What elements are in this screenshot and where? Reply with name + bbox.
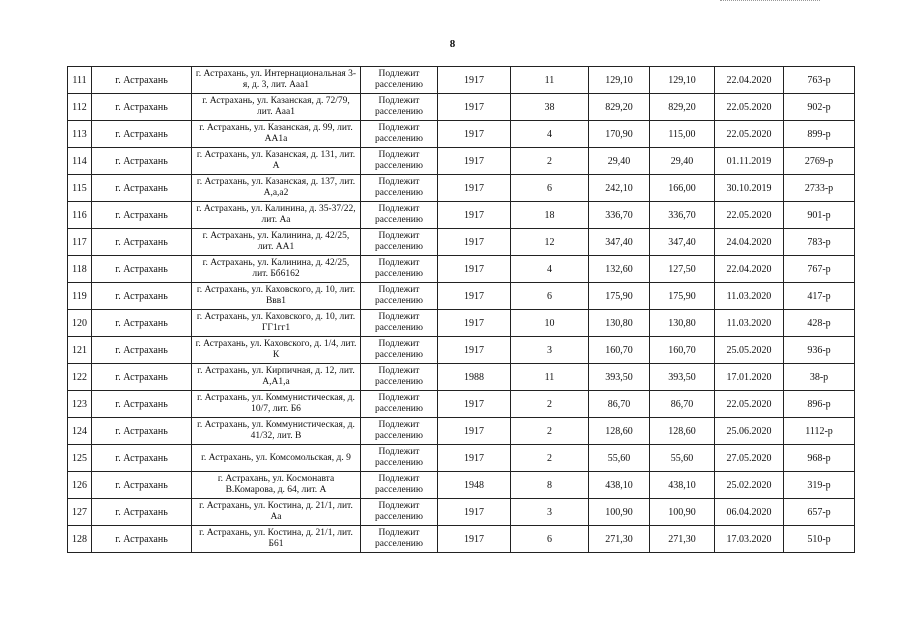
year-cell: 1917 [438,337,511,364]
table-row [68,445,855,472]
status-cell: Подлежит расселению [361,256,438,283]
year-cell: 1917 [438,202,511,229]
document-number-cell: 1112-р [784,418,855,445]
decision-date-cell: 22.05.2020 [715,391,784,418]
address-cell: г. Астрахань, ул. Интернациональная 3-я, д. 3, лит. Ааа1 [192,67,361,94]
living-area-cell: 86,70 [650,391,715,418]
address-cell: г. Астрахань, ул. Казанская, д. 72/79, лит. Ааа1 [192,94,361,121]
status-cell: Подлежит расселению [361,94,438,121]
document-number-cell: 968-р [784,445,855,472]
row-number-cell: 116 [68,202,92,229]
year-cell: 1917 [438,283,511,310]
table-row [68,310,855,337]
table-row [68,283,855,310]
total-area-cell: 271,30 [589,526,650,553]
living-area-cell: 175,90 [650,283,715,310]
year-cell: 1917 [438,391,511,418]
table-row [68,337,855,364]
status-cell: Подлежит расселению [361,67,438,94]
table-row [68,202,855,229]
residents-count-cell: 11 [511,364,589,391]
city-cell: г. Астрахань [92,94,192,121]
city-cell: г. Астрахань [92,175,192,202]
document-number-cell: 2733-р [784,175,855,202]
table-row [68,526,855,553]
residents-count-cell: 11 [511,67,589,94]
residents-count-cell: 38 [511,94,589,121]
living-area-cell: 130,80 [650,310,715,337]
address-cell: г. Астрахань, ул. Каховского, д. 10, лит. ГГ1гг1 [192,310,361,337]
city-cell: г. Астрахань [92,418,192,445]
residents-count-cell: 2 [511,418,589,445]
document-number-cell: 428-р [784,310,855,337]
document-number-cell: 902-р [784,94,855,121]
row-number-cell: 124 [68,418,92,445]
document-number-cell: 510-р [784,526,855,553]
total-area-cell: 242,10 [589,175,650,202]
document-number-cell: 899-р [784,121,855,148]
page-number: 8 [449,38,456,50]
living-area-cell: 29,40 [650,148,715,175]
table-row [68,418,855,445]
total-area-cell: 86,70 [589,391,650,418]
table-row [68,175,855,202]
living-area-cell: 829,20 [650,94,715,121]
year-cell: 1948 [438,472,511,499]
document-number-cell: 783-р [784,229,855,256]
city-cell: г. Астрахань [92,445,192,472]
address-cell: г. Астрахань, ул. Космонавта В.Комарова, д. 64, лит. А [192,472,361,499]
total-area-cell: 55,60 [589,445,650,472]
status-cell: Подлежит расселению [361,445,438,472]
residents-count-cell: 2 [511,445,589,472]
status-cell: Подлежит расселению [361,283,438,310]
status-cell: Подлежит расселению [361,121,438,148]
row-number-cell: 119 [68,283,92,310]
table-row [68,94,855,121]
address-cell: г. Астрахань, ул. Калинина, д. 42/25, лит. Бб6162 [192,256,361,283]
year-cell: 1917 [438,148,511,175]
living-area-cell: 127,50 [650,256,715,283]
address-cell: г. Астрахань, ул. Костина, д. 21/1, лит. Б61 [192,526,361,553]
year-cell: 1917 [438,175,511,202]
status-cell: Подлежит расселению [361,472,438,499]
row-number-cell: 117 [68,229,92,256]
row-number-cell: 121 [68,337,92,364]
city-cell: г. Астрахань [92,202,192,229]
address-cell: г. Астрахань, ул. Казанская, д. 137, лит. А,а,а2 [192,175,361,202]
city-cell: г. Астрахань [92,472,192,499]
decision-date-cell: 22.04.2020 [715,256,784,283]
decision-date-cell: 22.05.2020 [715,202,784,229]
total-area-cell: 132,60 [589,256,650,283]
address-cell: г. Астрахань, ул. Казанская, д. 131, лит. А [192,148,361,175]
status-cell: Подлежит расселению [361,229,438,256]
decision-date-cell: 17.01.2020 [715,364,784,391]
status-cell: Подлежит расселению [361,202,438,229]
year-cell: 1917 [438,121,511,148]
year-cell: 1917 [438,445,511,472]
address-cell: г. Астрахань, ул. Калинина, д. 42/25, лит. АА1 [192,229,361,256]
status-cell: Подлежит расселению [361,499,438,526]
document-number-cell: 38-р [784,364,855,391]
decision-date-cell: 22.05.2020 [715,94,784,121]
city-cell: г. Астрахань [92,67,192,94]
total-area-cell: 29,40 [589,148,650,175]
address-cell: г. Астрахань, ул. Костина, д. 21/1, лит. Аа [192,499,361,526]
city-cell: г. Астрахань [92,256,192,283]
document-number-cell: 763-р [784,67,855,94]
row-number-cell: 126 [68,472,92,499]
document-number-cell: 417-р [784,283,855,310]
decision-date-cell: 25.02.2020 [715,472,784,499]
residents-count-cell: 3 [511,499,589,526]
status-cell: Подлежит расселению [361,364,438,391]
living-area-cell: 166,00 [650,175,715,202]
city-cell: г. Астрахань [92,229,192,256]
row-number-cell: 128 [68,526,92,553]
row-number-cell: 120 [68,310,92,337]
registry-table-body [68,67,855,553]
address-cell: г. Астрахань, ул. Каховского, д. 10, лит. Ввв1 [192,283,361,310]
address-cell: г. Астрахань, ул. Каховского, д. 1/4, лит. К [192,337,361,364]
year-cell: 1917 [438,418,511,445]
table-row [68,148,855,175]
address-cell: г. Астрахань, ул. Калинина, д. 35-37/22, лит. Аа [192,202,361,229]
status-cell: Подлежит расселению [361,526,438,553]
living-area-cell: 115,00 [650,121,715,148]
document-number-cell: 319-р [784,472,855,499]
decision-date-cell: 27.05.2020 [715,445,784,472]
row-number-cell: 123 [68,391,92,418]
residents-count-cell: 4 [511,256,589,283]
total-area-cell: 130,80 [589,310,650,337]
row-number-cell: 115 [68,175,92,202]
document-number-cell: 2769-р [784,148,855,175]
status-cell: Подлежит расселению [361,310,438,337]
decision-date-cell: 17.03.2020 [715,526,784,553]
residents-count-cell: 6 [511,283,589,310]
address-cell: г. Астрахань, ул. Коммунистическая, д. 10/7, лит. Б6 [192,391,361,418]
decision-date-cell: 25.06.2020 [715,418,784,445]
residents-count-cell: 2 [511,148,589,175]
scan-edge-mark [720,0,820,4]
year-cell: 1917 [438,499,511,526]
city-cell: г. Астрахань [92,337,192,364]
row-number-cell: 118 [68,256,92,283]
total-area-cell: 347,40 [589,229,650,256]
city-cell: г. Астрахань [92,310,192,337]
living-area-cell: 55,60 [650,445,715,472]
document-number-cell: 767-р [784,256,855,283]
city-cell: г. Астрахань [92,148,192,175]
document-number-cell: 936-р [784,337,855,364]
year-cell: 1917 [438,526,511,553]
year-cell: 1988 [438,364,511,391]
year-cell: 1917 [438,229,511,256]
table-row [68,121,855,148]
living-area-cell: 128,60 [650,418,715,445]
total-area-cell: 100,90 [589,499,650,526]
residents-count-cell: 3 [511,337,589,364]
decision-date-cell: 22.04.2020 [715,67,784,94]
status-cell: Подлежит расселению [361,337,438,364]
table-row [68,391,855,418]
row-number-cell: 112 [68,94,92,121]
status-cell: Подлежит расселению [361,148,438,175]
total-area-cell: 128,60 [589,418,650,445]
document-number-cell: 901-р [784,202,855,229]
table-row [68,67,855,94]
document-number-cell: 896-р [784,391,855,418]
housing-registry-table [67,66,855,553]
total-area-cell: 129,10 [589,67,650,94]
decision-date-cell: 11.03.2020 [715,283,784,310]
living-area-cell: 129,10 [650,67,715,94]
row-number-cell: 122 [68,364,92,391]
residents-count-cell: 18 [511,202,589,229]
total-area-cell: 336,70 [589,202,650,229]
row-number-cell: 125 [68,445,92,472]
address-cell: г. Астрахань, ул. Коммунистическая, д. 41/32, лит. В [192,418,361,445]
total-area-cell: 170,90 [589,121,650,148]
document-number-cell: 657-р [784,499,855,526]
living-area-cell: 393,50 [650,364,715,391]
city-cell: г. Астрахань [92,499,192,526]
row-number-cell: 113 [68,121,92,148]
decision-date-cell: 22.05.2020 [715,121,784,148]
total-area-cell: 175,90 [589,283,650,310]
year-cell: 1917 [438,67,511,94]
status-cell: Подлежит расселению [361,175,438,202]
table-row [68,499,855,526]
decision-date-cell: 25.05.2020 [715,337,784,364]
decision-date-cell: 24.04.2020 [715,229,784,256]
table-row [68,472,855,499]
living-area-cell: 271,30 [650,526,715,553]
city-cell: г. Астрахань [92,526,192,553]
address-cell: г. Астрахань, ул. Казанская, д. 99, лит. АА1а [192,121,361,148]
table-row [68,229,855,256]
city-cell: г. Астрахань [92,121,192,148]
total-area-cell: 438,10 [589,472,650,499]
residents-count-cell: 6 [511,526,589,553]
living-area-cell: 336,70 [650,202,715,229]
residents-count-cell: 6 [511,175,589,202]
row-number-cell: 127 [68,499,92,526]
residents-count-cell: 2 [511,391,589,418]
residents-count-cell: 10 [511,310,589,337]
table-row [68,256,855,283]
row-number-cell: 114 [68,148,92,175]
decision-date-cell: 11.03.2020 [715,310,784,337]
decision-date-cell: 01.11.2019 [715,148,784,175]
status-cell: Подлежит расселению [361,418,438,445]
year-cell: 1917 [438,256,511,283]
decision-date-cell: 30.10.2019 [715,175,784,202]
total-area-cell: 160,70 [589,337,650,364]
residents-count-cell: 12 [511,229,589,256]
address-cell: г. Астрахань, ул. Комсомольская, д. 9 [192,445,361,472]
living-area-cell: 160,70 [650,337,715,364]
city-cell: г. Астрахань [92,364,192,391]
residents-count-cell: 8 [511,472,589,499]
living-area-cell: 438,10 [650,472,715,499]
residents-count-cell: 4 [511,121,589,148]
address-cell: г. Астрахань, ул. Кирпичная, д. 12, лит. А,А1,а [192,364,361,391]
row-number-cell: 111 [68,67,92,94]
city-cell: г. Астрахань [92,283,192,310]
table-row [68,364,855,391]
status-cell: Подлежит расселению [361,391,438,418]
decision-date-cell: 06.04.2020 [715,499,784,526]
living-area-cell: 100,90 [650,499,715,526]
living-area-cell: 347,40 [650,229,715,256]
city-cell: г. Астрахань [92,391,192,418]
year-cell: 1917 [438,310,511,337]
year-cell: 1917 [438,94,511,121]
total-area-cell: 393,50 [589,364,650,391]
total-area-cell: 829,20 [589,94,650,121]
